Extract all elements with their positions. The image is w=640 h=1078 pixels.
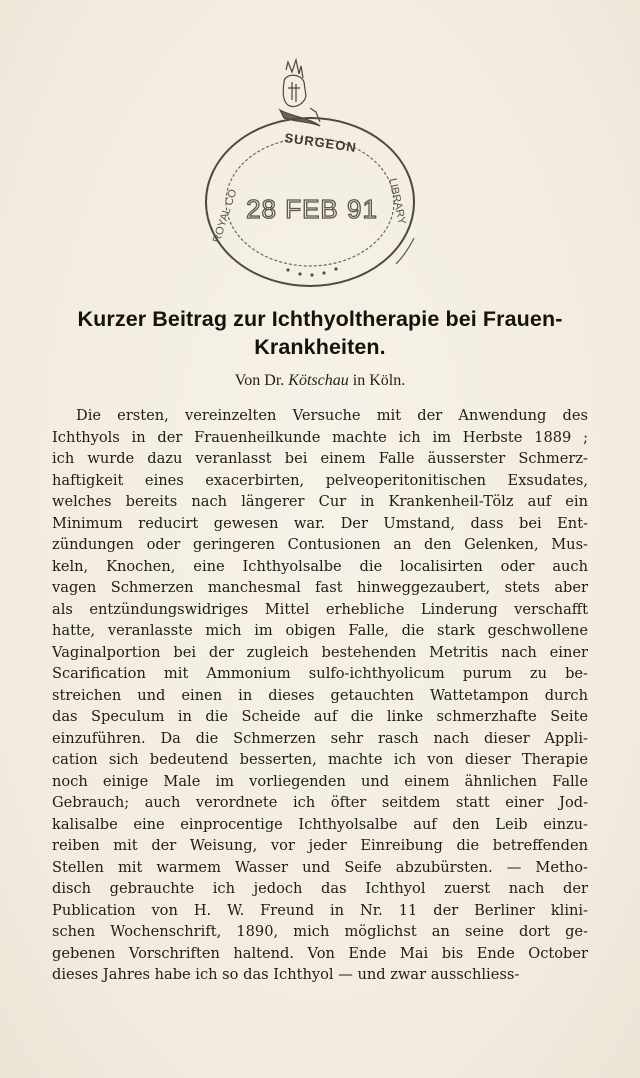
crest-icon (280, 60, 320, 126)
stamp-top-text: SURGEON (283, 130, 358, 156)
body-line: das Speculum in die Scheide auf die linke schmerzhafte Seite (52, 708, 588, 725)
library-stamp (200, 52, 520, 307)
body-line: streichen und einen in dieses getauchten Wattetampon durch (52, 686, 588, 704)
body-line: keln, Knochen, eine Ichthyolsalbe die localisirten oder auch (52, 557, 588, 575)
byline-suffix: in Köln. (352, 372, 406, 389)
title-line-1: Kurzer Beitrag zur Ichthyoltherapie bei Frauen- (77, 307, 563, 331)
body-line: Scarification mit Ammonium sulfo-ichthyolicum purum zu be- (52, 665, 588, 682)
stamp-date: 28 FEB 91 (246, 194, 378, 224)
author-byline (40, 371, 600, 391)
body-paragraph (52, 405, 588, 986)
stamp-ornament-icon (286, 267, 337, 276)
body-line: dieses Jahres habe ich so das Ichthyol — und zwar ausschliess- (52, 966, 520, 983)
body-line: Vaginalportion bei der zugleich bestehenden Metritis nach einer (52, 643, 588, 661)
body-line: einzuführen. Da die Schmerzen sehr rasch nach dieser Appli- (52, 729, 588, 747)
stamp-right-text: LIBRARY (386, 177, 408, 226)
author-name: Kötschau (288, 372, 349, 389)
body-line: Publication von H. W. Freund in Nr. 11 der Berliner klini- (52, 901, 588, 919)
body-line: zündungen oder geringeren Contusionen an den Gelenken, Mus- (52, 536, 588, 553)
body-line: kalisalbe eine einprocentige Ichthyolsalbe auf den Leib einzu- (52, 815, 588, 833)
body-line: vagen Schmerzen manchesmal fast hinweggezaubert, stets aber (52, 579, 588, 596)
body-line: disch gebrauchte ich jedoch das Ichthyol zuerst nach der (52, 880, 588, 897)
byline-prefix: Von Dr. (234, 372, 285, 389)
body-line: hatte, veranlasste mich im obigen Falle, die stark geschwollene (52, 622, 588, 639)
body-line: Minimum reducirt gewesen war. Der Umstand, dass bei Ent- (52, 514, 588, 532)
article-title (40, 305, 600, 361)
body-line: ich wurde dazu veranlasst bei einem Falle äusserster Schmerz- (52, 450, 588, 467)
body-line: noch einige Male im vorliegenden und einem ähnlichen Falle (52, 772, 588, 790)
body-line: Stellen mit warmem Wasser und Seife abzubürsten. — Metho- (52, 858, 588, 876)
body-line: welches bereits nach längerer Cur in Krankenheil-Tölz auf ein (52, 493, 588, 510)
title-line-2: Krankheiten. (254, 335, 386, 359)
body-line: Die ersten, vereinzelten Versuche mit der Anwendung des (76, 407, 588, 424)
body-line: haftigkeit eines exacerbirten, pelveoperitonitischen Exsudates, (52, 471, 588, 489)
body-line: Gebrauch; auch verordnete ich öfter seitdem statt einer Jod- (52, 794, 588, 811)
body-line: gebenen Vorschriften haltend. Von Ende Mai bis Ende October (52, 944, 588, 962)
body-line: als entzündungswidriges Mittel erhebliche Linderung verschafft (52, 600, 588, 618)
body-line: reiben mit der Weisung, vor jeder Einreibung die betreffenden (52, 837, 588, 854)
body-line: schen Wochenschrift, 1890, mich möglichst an seine dort ge- (52, 923, 588, 940)
stamp-left-text: ROYAL CO (210, 187, 240, 245)
body-line: cation sich bedeutend besserten, machte ich von dieser Therapie (52, 751, 588, 768)
body-line: Ichthyols in der Frauenheilkunde machte ich im Herbste 1889 ; (52, 428, 588, 446)
